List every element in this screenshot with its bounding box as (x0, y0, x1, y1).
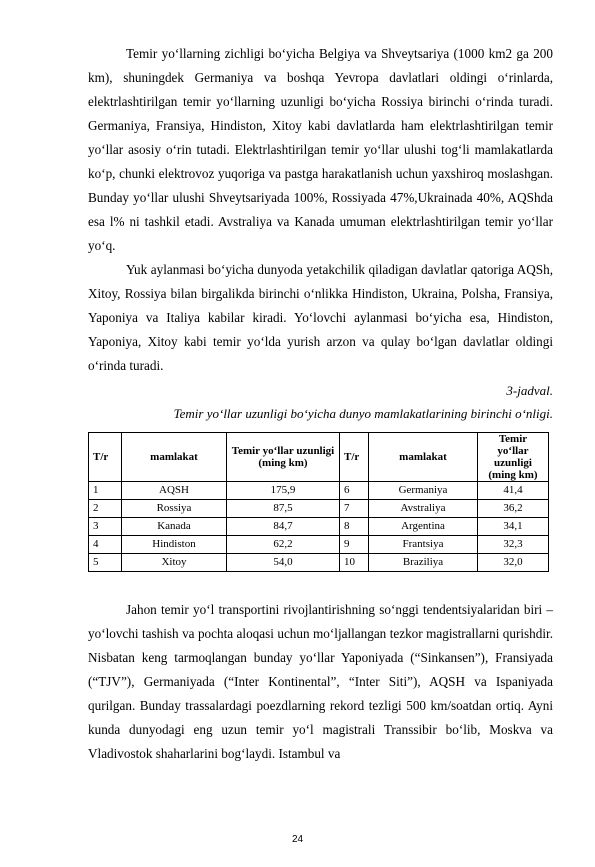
paragraph-electrification: Temir yo‘llarning zichligi bo‘yicha Belgiya va Shveytsariya (1000 km2 ga 200 km), shuningdek Germaniya va boshqa Yevropa davlatlari oldingi o‘rinlarda, elektrlashtirilgan temir yo‘llarning uzunligi bo‘yicha Rossiya birinchi o‘rinda turadi. Germaniya, Fransiya, Hindiston, Xitoy kabi davlatlarda ham elektrlashtirilgan temir yo‘llar asosiy o‘rin tutadi. Elektrlashtirilgan temir yo‘llar ulushi tog‘li mamlakatlarda ko‘p, chunki elektrovoz yuqoriga va pastga harakatlanish uchun yaxshiroq moslashgan. Bunday yo‘llar ulushi Shveytsariyada 100%, Rossiyada 47%,Ukrainada 40%, AQShda esa l% ni tashkil etadi. Avstraliya va Kanada umuman elektrlashtirilgan temir yo‘llar yo‘q. (88, 46, 553, 253)
header-length-left: Temir yo‘llar uzunligi (ming km) (227, 433, 340, 482)
header-rank-right: T/r (340, 433, 369, 482)
cell-rank: 6 (340, 482, 369, 500)
table-number-caption: 3-jadval. (506, 383, 553, 398)
table-header-row (89, 433, 549, 482)
cell-length: 32,3 (478, 536, 549, 554)
cell-country: Germaniya (369, 482, 478, 500)
cell-country: Kanada (122, 518, 227, 536)
cell-rank: 10 (340, 554, 369, 572)
table-row (89, 554, 549, 572)
cell-country: Braziliya (369, 554, 478, 572)
cell-rank: 3 (89, 518, 122, 536)
page-number: 24 (291, 834, 304, 845)
header-length-right: Temir yo‘llar uzunligi (ming km) (478, 433, 549, 482)
cell-country: Frantsiya (369, 536, 478, 554)
cell-rank: 8 (340, 518, 369, 536)
cell-rank: 5 (89, 554, 122, 572)
table-row (89, 482, 549, 500)
cell-length: 175,9 (227, 482, 340, 500)
header-country-left: mamlakat (122, 433, 227, 482)
cell-length: 32,0 (478, 554, 549, 572)
cell-rank: 1 (89, 482, 122, 500)
paragraph-high-speed-trends: Jahon temir yo‘l transportini rivojlantirishning so‘nggi tendentsiyalaridan biri – yo‘lovchi tashish va pochta aloqasi uchun mo‘ljallangan tezkor magistrallarni qurishdir. Nisbatan keng tarmoqlangan bunday yo‘llar Yaponiyada (“Sinkansen”), Fransiyada (“TJV”), Germaniyada (“Inter Kontinental”, “Inter Siti”), AQSH va Ispaniyada qurilgan. Bunday trassalardagi poezdlarning rekord tezligi 500 km/soatdan ortiq. Ayni kunda dunyodagi eng uzun temir yo‘l magistrali Transsibir bo‘lib, Moskva va Vladivostok shaharlarini bog‘laydi. Istambul va (88, 602, 553, 761)
cell-rank: 7 (340, 500, 369, 518)
table-row (89, 518, 549, 536)
document-page (88, 42, 553, 766)
railway-length-table (88, 432, 549, 572)
cell-length: 84,7 (227, 518, 340, 536)
cell-length: 62,2 (227, 536, 340, 554)
paragraph-freight-turnover: Yuk aylanmasi bo‘yicha dunyoda yetakchilik qiladigan davlatlar qatoriga AQSh, Xitoy, Rossiya bilan birgalikda birinchi o‘nlikka Hindiston, Ukraina, Polsha, Fransiya, Yaponiya va Italiya kabilar kiradi. Yo‘lovchi aylanmasi bo‘yicha esa, Hindiston, Yaponiya, Xitoy kabi temir yo‘lda yurish arzon va qulay bo‘lgan davlatlar oldingi o‘rinda turadi. (88, 262, 553, 373)
header-rank-left: T/r (89, 433, 122, 482)
cell-length: 54,0 (227, 554, 340, 572)
header-country-right: mamlakat (369, 433, 478, 482)
cell-length: 34,1 (478, 518, 549, 536)
cell-rank: 9 (340, 536, 369, 554)
table-row (89, 500, 549, 518)
cell-country: Argentina (369, 518, 478, 536)
cell-country: Rossiya (122, 500, 227, 518)
table-row (89, 536, 549, 554)
cell-rank: 2 (89, 500, 122, 518)
cell-length: 36,2 (478, 500, 549, 518)
table-title-caption: Temir yo‘llar uzunligi bo‘yicha dunyo mamlakatlarining birinchi o‘nligi. (173, 406, 553, 421)
cell-length: 41,4 (478, 482, 549, 500)
cell-country: AQSH (122, 482, 227, 500)
cell-rank: 4 (89, 536, 122, 554)
cell-country: Hindiston (122, 536, 227, 554)
cell-country: Avstraliya (369, 500, 478, 518)
cell-length: 87,5 (227, 500, 340, 518)
cell-country: Xitoy (122, 554, 227, 572)
